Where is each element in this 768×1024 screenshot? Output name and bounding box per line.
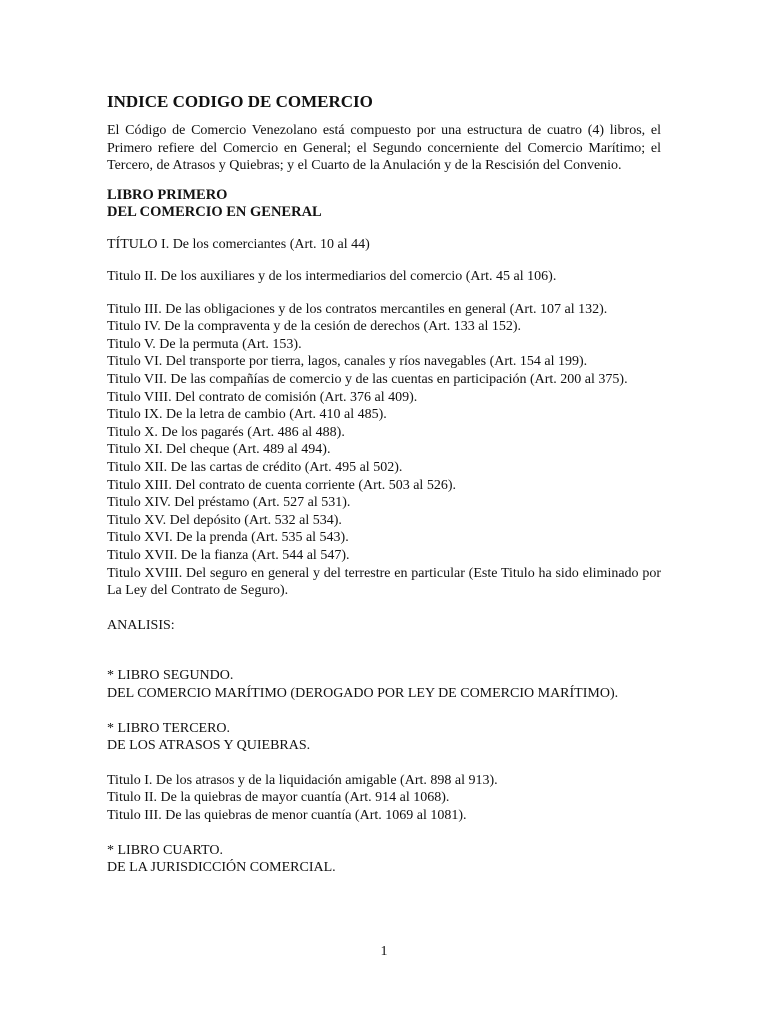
libro-tercero-heading-line-1: * LIBRO TERCERO. [107, 720, 231, 736]
analisis-label: ANALISIS: [107, 617, 175, 633]
list-item: Titulo IX. De la letra de cambio (Art. 410 al 485). [107, 407, 387, 423]
libro-tercero-heading-line-2: DE LOS ATRASOS Y QUIEBRAS. [107, 738, 311, 754]
list-item: Titulo VI. Del transporte por tierra, lagos, canales y ríos navegables (Art. 154 al 199). [107, 354, 588, 370]
list-item: Titulo I. De los atrasos y de la liquidación amigable (Art. 898 al 913). [107, 772, 498, 788]
titulo-i: TÍTULO I. De los comerciantes (Art. 10 al 44) [107, 236, 370, 252]
libro-cuarto-section [107, 842, 661, 877]
list-item: Titulo V. De la permuta (Art. 153). [107, 336, 302, 352]
page-number: 1 [380, 944, 388, 959]
list-item: Titulo XVI. De la prenda (Art. 535 al 543). [107, 530, 349, 546]
libro-primero-heading-line-2: DEL COMERCIO EN GENERAL [107, 204, 322, 220]
list-item: Titulo III. De las obligaciones y de los contratos mercantiles en general (Art. 107 al 132). [107, 301, 608, 317]
libro-primero-heading [107, 187, 661, 222]
list-item: Titulo XIV. Del préstamo (Art. 527 al 531). [107, 495, 351, 511]
list-item: Titulo XV. Del depósito (Art. 532 al 534). [107, 512, 342, 528]
libro-cuarto-heading-line-2: DE LA JURISDICCIÓN COMERCIAL. [107, 860, 336, 876]
intro-paragraph: El Código de Comercio Venezolano está compuesto por una estructura de cuatro (4) libros, el Primero refiere del Comercio en General; el Segundo concerniente del Comercio Marítimo; el Tercero, de Atrasos y Quiebras; y el Cuarto de la Anulación y de la Rescisión del Convenio. [107, 123, 661, 173]
libro-segundo-heading-line-2: DEL COMERCIO MARÍTIMO (DEROGADO POR LEY DE COMERCIO MARÍTIMO). [107, 685, 619, 701]
list-item: Titulo IV. De la compraventa y de la cesión de derechos (Art. 133 al 152). [107, 319, 522, 335]
list-item: Titulo VIII. Del contrato de comisión (Art. 376 al 409). [107, 389, 418, 405]
list-item: Titulo II. De la quiebras de mayor cuantía (Art. 914 al 1068). [107, 790, 450, 806]
libro-primero-titulos-list [107, 301, 661, 600]
document-page [107, 92, 661, 877]
libro-cuarto-heading-line-1: * LIBRO CUARTO. [107, 842, 223, 858]
list-item: Titulo XI. Del cheque (Art. 489 al 494). [107, 442, 331, 458]
list-item: Titulo VII. De las compañías de comercio y de las cuentas en participación (Art. 200 al 375). [107, 372, 628, 388]
list-item: Titulo XVII. De la fianza (Art. 544 al 547). [107, 548, 350, 563]
libro-tercero-section [107, 720, 661, 825]
libro-segundo-heading-line-1: * LIBRO SEGUNDO. [107, 668, 234, 684]
list-item: Titulo XII. De las cartas de crédito (Art. 495 al 502). [107, 460, 403, 476]
list-item: Titulo XIII. Del contrato de cuenta corriente (Art. 503 al 526). [107, 477, 456, 493]
libro-segundo-section [107, 667, 661, 702]
list-item: Titulo III. De las quiebras de menor cuantía (Art. 1069 al 1081). [107, 807, 467, 823]
titulo-ii: Titulo II. De los auxiliares y de los intermediarios del comercio (Art. 45 al 106). [107, 269, 557, 285]
document-title: INDICE CODIGO DE COMERCIO [107, 92, 373, 111]
list-item: Titulo X. De los pagarés (Art. 486 al 488). [107, 424, 345, 440]
libro-primero-heading-line-1: LIBRO PRIMERO [107, 186, 228, 203]
list-item: Titulo XVIII. Del seguro en general y del terrestre en particular (Este Titulo ha sido eliminado por La Ley del Contrato de Seguro). [107, 565, 661, 599]
